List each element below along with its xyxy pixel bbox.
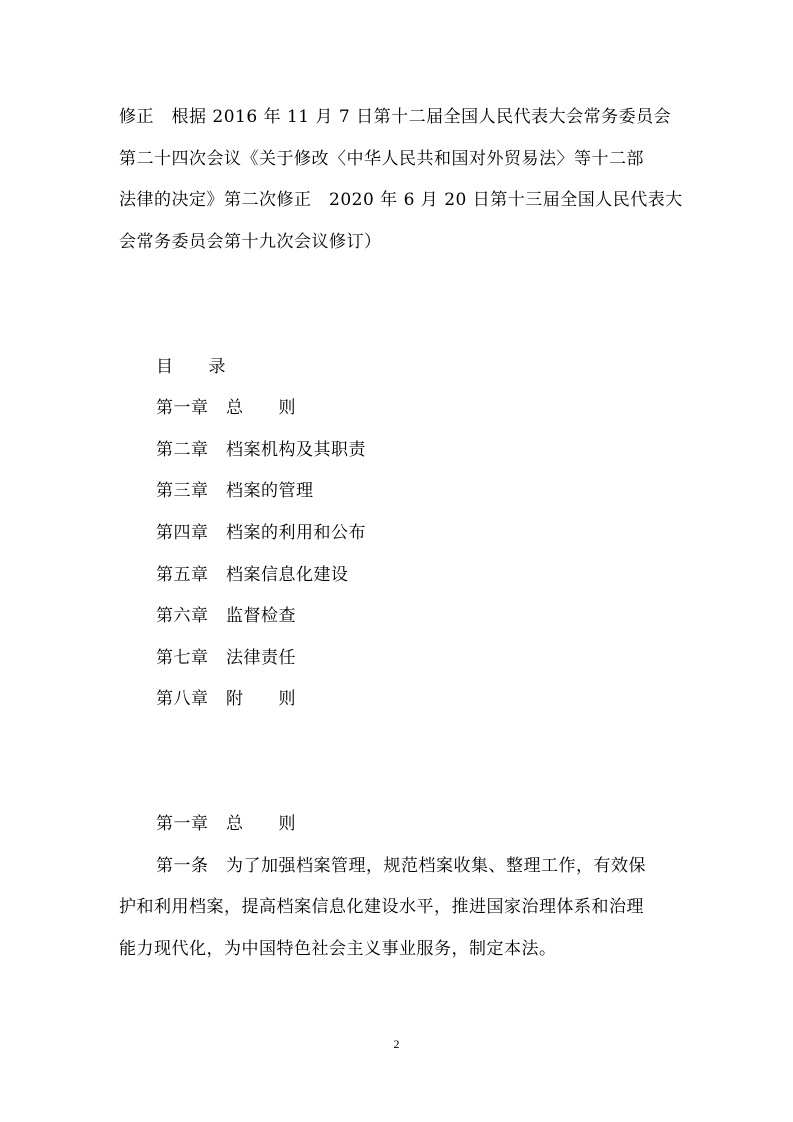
toc-item: 第三章 档案的管理 [156,481,314,501]
toc-item: 第四章 档案的利用和公布 [156,523,366,543]
intro-line: 法律的决定》第二次修正 2020 年 6 月 20 日第十三届全国人民代表大 [119,190,683,210]
toc-item: 第二章 档案机构及其职责 [156,440,366,460]
toc-item: 第七章 法律责任 [156,648,296,668]
toc-item: 第一章 总 则 [156,398,296,418]
article-line: 能力现代化，为中国特色社会主义事业服务，制定本法。 [119,939,557,959]
intro-line: 修正 根据 2016 年 11 月 7 日第十二届全国人民代表大会常务委员会 [119,107,672,127]
article-line: 护和利用档案，提高档案信息化建设水平，推进国家治理体系和治理 [119,897,644,917]
intro-line: 会常务委员会第十九次会议修订） [119,232,382,252]
toc-item: 第八章 附 则 [156,689,296,709]
chapter-heading: 第一章 总 则 [156,814,296,834]
article-line: 第一条 为了加强档案管理，规范档案收集、整理工作，有效保 [156,856,646,876]
toc-item: 第六章 监督检查 [156,606,296,626]
intro-line: 第二十四次会议《关于修改〈中华人民共和国对外贸易法〉等十二部 [119,149,644,169]
toc-item: 第五章 档案信息化建设 [156,565,349,585]
page-number: 2 [393,1037,400,1051]
toc-title: 目 录 [156,357,226,377]
